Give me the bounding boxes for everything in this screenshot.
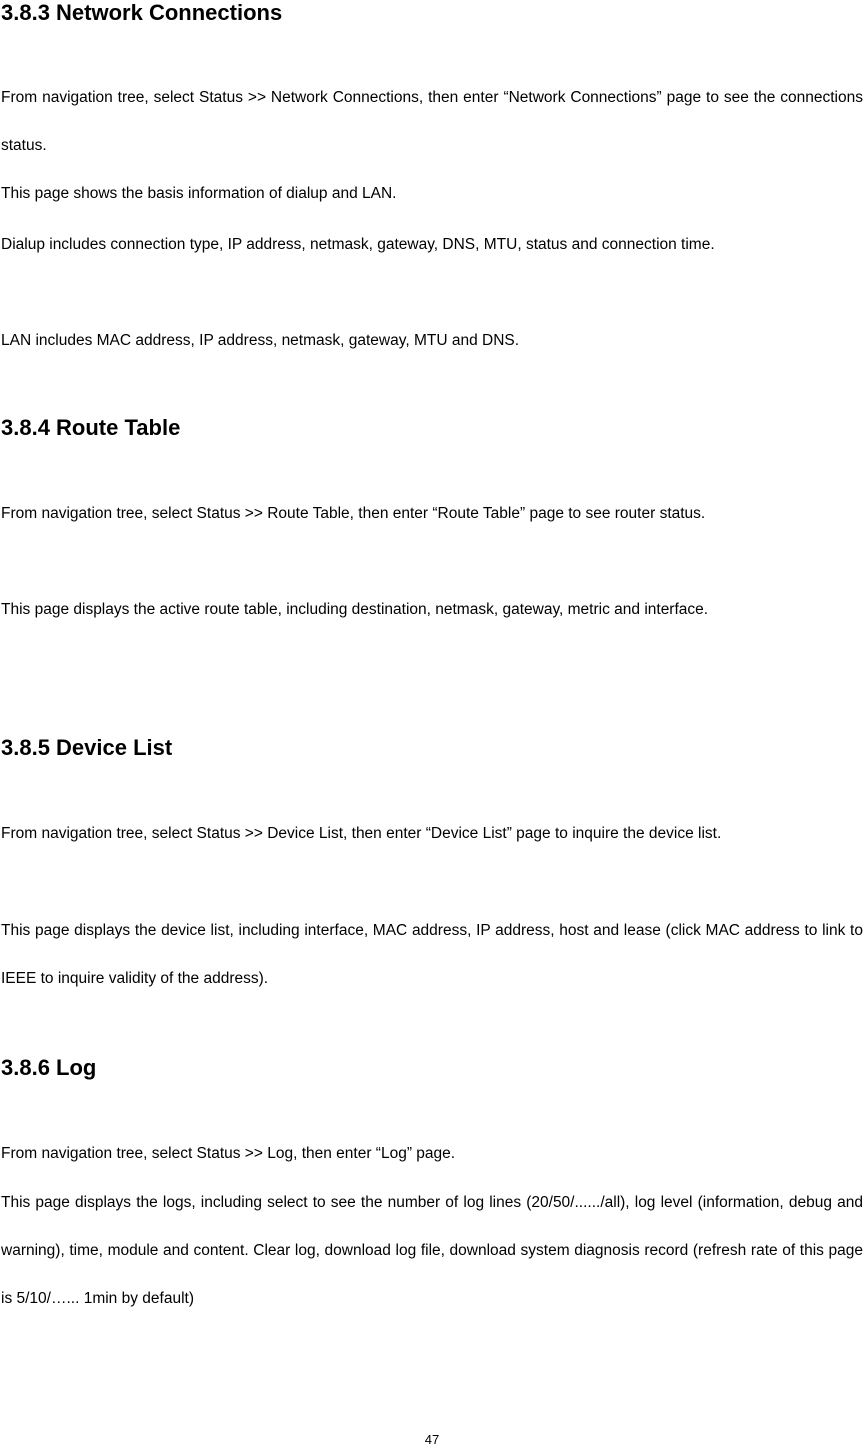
paragraph-device-list-description: This page displays the device list, including interface, MAC address, IP address, host and lease (click MAC address to link to IEEE to inquire validity of the address). (1, 922, 863, 987)
paragraph-dialup-includes: Dialup includes connection type, IP address, netmask, gateway, DNS, MTU, status and connection time. (1, 236, 715, 253)
paragraph-log-description: This page displays the logs, including select to see the number of log lines (20/50/....../all), log level (information, debug and warning), time, module and content. Clear log, download log file, download system diagnosis record (refresh rate of this page is 5/10/…... 1min by default) (1, 1194, 863, 1307)
section-heading-network-connections: 3.8.3 Network Connections (1, 0, 283, 25)
paragraph-log-navigation: From navigation tree, select Status >> Log, then enter “Log” page. (1, 1145, 456, 1162)
paragraph-network-connections-navigation: From navigation tree, select Status >> Network Connections, then enter “Network Connections” page to see the connections status. (1, 89, 863, 154)
section-heading-device-list: 3.8.5 Device List (1, 735, 173, 760)
paragraph-route-table-navigation: From navigation tree, select Status >> Route Table, then enter “Route Table” page to see router status. (1, 505, 706, 522)
paragraph-network-connections-basis: This page shows the basis information of dialup and LAN. (1, 185, 397, 202)
paragraph-lan-includes: LAN includes MAC address, IP address, netmask, gateway, MTU and DNS. (1, 332, 520, 349)
paragraph-route-table-description: This page displays the active route table, including destination, netmask, gateway, metric and interface. (1, 601, 709, 618)
section-heading-route-table: 3.8.4 Route Table (1, 415, 181, 440)
paragraph-device-list-navigation: From navigation tree, select Status >> Device List, then enter “Device List” page to inquire the device list. (1, 825, 722, 842)
section-heading-log: 3.8.6 Log (1, 1055, 97, 1080)
page-number: 47 (424, 1432, 440, 1447)
